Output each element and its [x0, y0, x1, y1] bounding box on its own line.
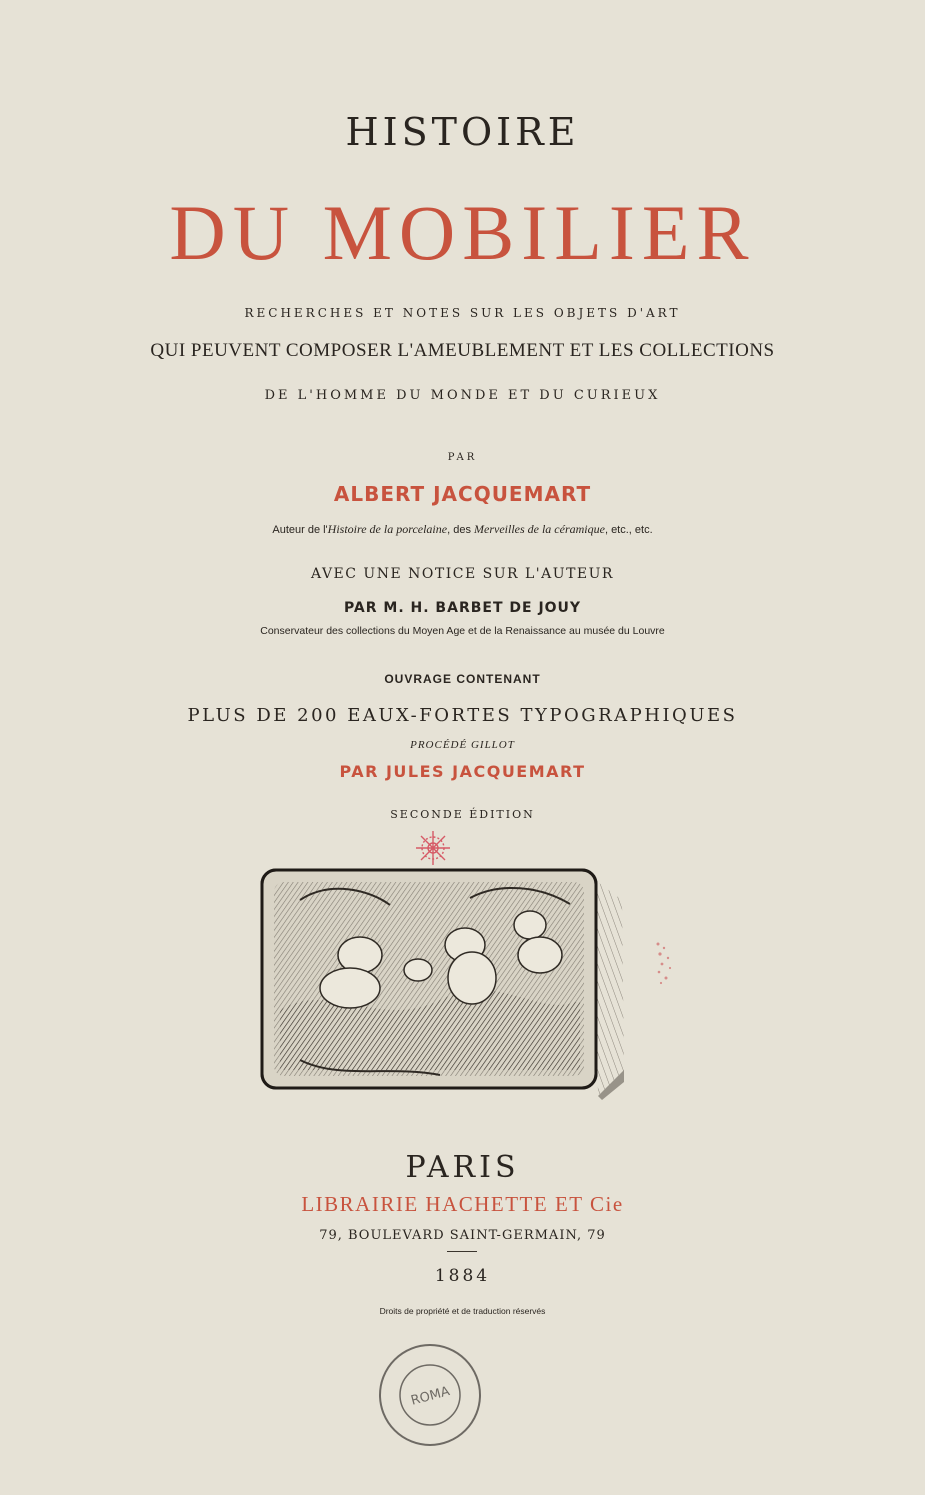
- illustrations-line-1: OUVRAGE CONTENANT: [384, 672, 541, 686]
- subtitle-line-3: DE L'HOMME DU MONDE ET DU CURIEUX: [264, 388, 661, 403]
- illustrations-line-3: PROCÉDÉ GILLOT: [410, 739, 515, 751]
- author-note-work-1: Histoire de la porcelaine: [327, 522, 448, 536]
- subtitle-line-1: RECHERCHES ET NOTES SUR LES OBJETS D'ART: [244, 306, 681, 320]
- title-line-2: DU MOBILIER: [169, 189, 756, 276]
- notice-line-1: AVEC UNE NOTICE SUR L'AUTEUR: [311, 566, 614, 582]
- imprint-year: 1884: [434, 1266, 491, 1286]
- imprint-rights: Droits de propriété et de traduction réservés: [379, 1306, 546, 1316]
- edition-line: SECONDE ÉDITION: [390, 808, 535, 821]
- author-name: ALBERT JACQUEMART: [333, 482, 592, 506]
- author-note: [0, 522, 925, 537]
- title-line-1: HISTOIRE: [345, 110, 580, 154]
- imprint-publisher: LIBRAIRIE HACHETTE ET Cie: [301, 1192, 624, 1216]
- byline-par: PAR: [447, 452, 478, 463]
- imprint-city: PARIS: [405, 1150, 520, 1185]
- notice-line-2: PAR M. H. BARBET DE JOUY: [343, 600, 582, 616]
- illustrations-line-4: PAR JULES JACQUEMART: [339, 762, 586, 781]
- imprint-address: 79, BOULEVARD SAINT-GERMAIN, 79: [319, 1228, 606, 1243]
- imprint-rule: [447, 1251, 477, 1252]
- author-note-prefix: Auteur de l': [272, 524, 328, 536]
- subtitle-line-2: QUI PEUVENT COMPOSER L'AMEUBLEMENT ET LES COLLECTIONS: [150, 340, 775, 361]
- author-note-suffix: , etc., etc.: [604, 524, 653, 536]
- engraved-casket-icon: [240, 860, 630, 1100]
- author-note-mid: , des: [447, 524, 474, 536]
- notice-line-3: Conservateur des collections du Moyen Age et de la Renaissance au musée du Louvre: [260, 625, 665, 637]
- svg-text:ROMA: ROMA: [409, 1384, 452, 1409]
- author-note-work-2: Merveilles de la céramique: [474, 522, 605, 536]
- illustrations-line-2: PLUS DE 200 EAUX-FORTES TYPOGRAPHIQUES: [187, 705, 738, 726]
- library-stamp-icon: [375, 1340, 485, 1450]
- red-speckle-mark: [650, 938, 680, 988]
